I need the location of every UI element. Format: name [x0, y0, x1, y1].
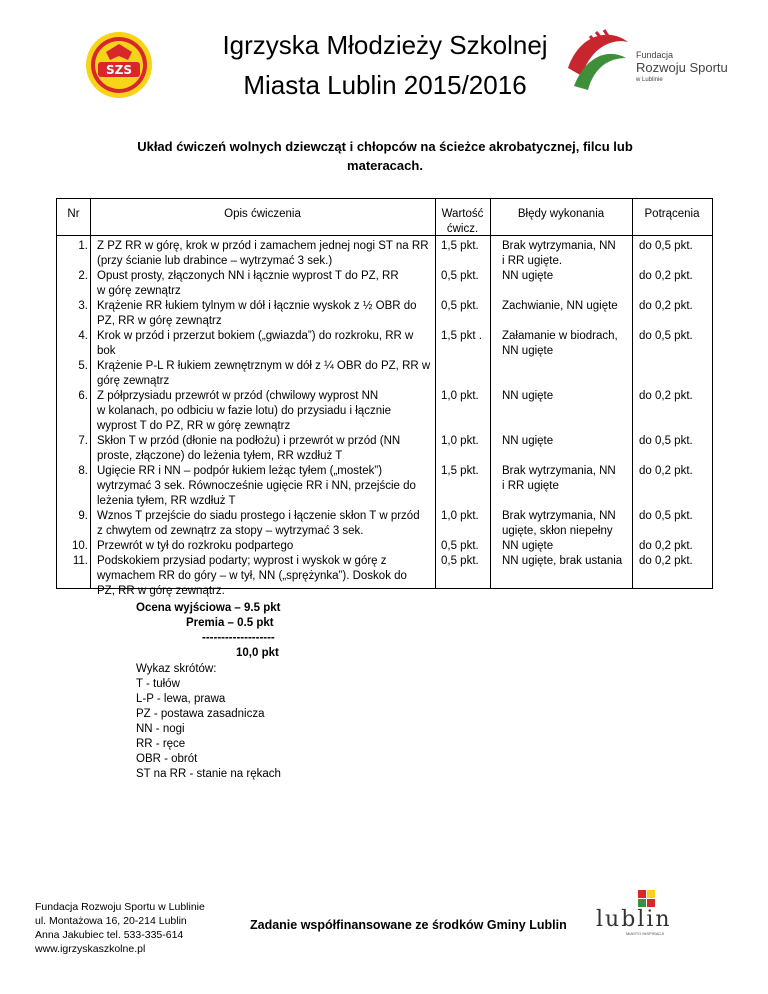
- exercise-description-line: Krok w przód i przerzut bokiem („gwiazda”) do rozkroku, RR w: [97, 330, 414, 342]
- execution-error: Brak wytrzymania, NN: [502, 465, 616, 477]
- exercise-description-line: w kolanach, po odbiciu w fazie lotu) do przysiadu i łącznie: [97, 405, 392, 417]
- exercise-value: 1,0 pkt.: [441, 390, 479, 402]
- row-number: 3.: [78, 300, 88, 312]
- exercise-description-line: Ugięcie RR i NN – podpór łukiem leżąc tyłem („mostek”): [97, 465, 383, 477]
- exercise-description-line: z chwytem od zewnątrz za stopy – wytrzymać 3 sek.: [97, 525, 364, 537]
- exercise-value: 1,5 pkt.: [441, 240, 479, 252]
- table-col-divider: [90, 199, 91, 588]
- execution-error: NN ugięte: [502, 390, 554, 402]
- header-wartosc-line-1: Wartość: [441, 208, 484, 220]
- exercise-description-line: wyprost T do PZ, RR w górę zewnątrz: [97, 420, 291, 432]
- execution-error: i RR ugięte: [502, 480, 559, 492]
- exercise-description-line: w górę zewnątrz: [97, 285, 181, 297]
- subtitle-line-2: materacach.: [347, 158, 423, 173]
- deduction: do 0,5 pkt.: [639, 510, 693, 522]
- abbreviation-item: RR - ręce: [136, 738, 186, 750]
- exercise-value: 0,5 pkt.: [441, 270, 479, 282]
- lublin-logo-text: lublin: [596, 907, 672, 932]
- exercise-description-line: Krążenie P-L R łukiem zewnętrznym w dół z ¼ OBR do PZ, RR w: [97, 360, 431, 372]
- header-wartosc-line-2: ćwicz.: [446, 223, 479, 235]
- execution-error: NN ugięte: [502, 345, 554, 357]
- exercise-description-line: wymachem RR do góry – w tył, NN („sprężynka”). Doskok do: [97, 570, 407, 582]
- exercise-description-line: Z półprzysiadu przewrót w przód (chwilowy wyprost NN: [97, 390, 379, 402]
- exercise-description-line: Opust prosty, złączonych NN i łącznie wyprost T do PZ, RR: [97, 270, 399, 282]
- row-number: 10.: [72, 540, 88, 552]
- exercise-description-line: PZ, RR w górę zewnątrz: [97, 315, 222, 327]
- row-number: 1.: [78, 240, 88, 252]
- abbreviation-item: OBR - obrót: [136, 753, 198, 765]
- exercise-description-line: Z PZ RR w górę, krok w przód i zamachem jednej nogi ST na RR: [97, 240, 429, 252]
- table-col-divider: [435, 199, 436, 588]
- deduction: do 0,5 pkt.: [639, 330, 693, 342]
- execution-error: NN ugięte: [502, 270, 554, 282]
- execution-error: Brak wytrzymania, NN: [502, 240, 616, 252]
- abbreviations-heading: Wykaz skrótów:: [136, 663, 217, 675]
- fundacja-logo-line-1: Fundacja: [636, 50, 674, 60]
- deduction: do 0,2 pkt.: [639, 465, 693, 477]
- exercise-value: 1,0 pkt.: [441, 435, 479, 447]
- lublin-logo-subtext: MIASTO INSPIRACJI: [626, 931, 665, 936]
- exercise-description-line: PZ, RR w górę zewnątrz.: [97, 585, 225, 597]
- row-number: 2.: [78, 270, 88, 282]
- subtitle-line-1: Układ ćwiczeń wolnych dziewcząt i chłopców na ścieżce akrobatycznej, filcu lub: [137, 139, 633, 154]
- exercise-value: 0,5 pkt.: [441, 555, 479, 567]
- row-number: 11.: [72, 555, 88, 567]
- execution-error: i RR ugięte.: [502, 255, 563, 267]
- exercise-description-line: leżenia tyłem, RR wzdłuż T: [97, 495, 236, 507]
- fundacja-logo-line-2: Rozwoju Sportu: [636, 60, 728, 75]
- deduction: do 0,2 pkt.: [639, 390, 693, 402]
- exercise-table: [56, 198, 713, 597]
- footer-address-line: Fundacja Rozwoju Sportu w Lublinie: [35, 901, 205, 913]
- exercise-value: 0,5 pkt.: [441, 300, 479, 312]
- execution-error: Brak wytrzymania, NN: [502, 510, 616, 522]
- lublin-logo: [568, 888, 678, 938]
- deduction: do 0,2 pkt.: [639, 555, 693, 567]
- exercise-value: 1,5 pkt .: [441, 330, 482, 342]
- exercise-description-line: Krążenie RR łukiem tylnym w dół i łącznie wyskok z ½ OBR do: [97, 300, 417, 312]
- row-number: 7.: [78, 435, 88, 447]
- exercise-value: 1,5 pkt.: [441, 465, 479, 477]
- deduction: do 0,2 pkt.: [639, 270, 693, 282]
- row-number: 5.: [78, 360, 88, 372]
- deduction: do 0,5 pkt.: [639, 435, 693, 447]
- szs-logo-text: SZS: [106, 63, 132, 77]
- exercise-value: 0,5 pkt.: [441, 540, 479, 552]
- footer-address: [35, 900, 205, 956]
- row-number: 4.: [78, 330, 88, 342]
- abbreviation-item: T - tułów: [136, 678, 180, 690]
- document-subtitle: [110, 137, 660, 175]
- execution-error: NN ugięte: [502, 435, 554, 447]
- footer-address-line: Anna Jakubiec tel. 533-335-614: [35, 929, 184, 941]
- exercise-value: 1,0 pkt.: [441, 510, 479, 522]
- deduction: do 0,5 pkt.: [639, 240, 693, 252]
- exercise-description-line: Skłon T w przód (dłonie na podłożu) i przewrót w przód (NN: [97, 435, 401, 447]
- execution-error: Załamanie w biodrach,: [502, 330, 618, 342]
- exercise-description-line: (przy ścianie lub drabince – wytrzymać 3 sek.): [97, 255, 333, 267]
- score-base: Ocena wyjściowa – 9.5 pkt: [136, 602, 281, 614]
- row-number: 9.: [78, 510, 88, 522]
- szs-logo: [84, 30, 154, 100]
- score-bonus: Premia – 0.5 pkt: [186, 617, 274, 629]
- header-wartosc: [435, 207, 490, 237]
- exercise-description-line: Przewrót w tył do rozkroku podpartego: [97, 540, 294, 552]
- fundacja-logo-line-3: w Lublinie: [636, 77, 663, 83]
- execution-error: ugięte, skłon niepełny: [502, 525, 613, 537]
- header-nr: Nr: [67, 208, 80, 220]
- deduction: do 0,2 pkt.: [639, 540, 693, 552]
- page-title-line-2: Miasta Lublin 2015/2016: [243, 70, 527, 100]
- footer-website: www.igrzyskaszkolne.pl: [35, 943, 146, 955]
- header-bledy: Błędy wykonania: [517, 208, 605, 220]
- exercise-description-line: wytrzymać 3 sek. Równocześnie ugięcie RR i NN, przejście do: [97, 480, 416, 492]
- abbreviation-item: NN - nogi: [136, 723, 185, 735]
- row-number: 6.: [78, 390, 88, 402]
- header-potracenia: Potrącenia: [644, 208, 700, 220]
- exercise-description-line: Podskokiem przysiad podarty; wyprost i wyskok w górę z: [97, 555, 387, 567]
- abbreviation-item: ST na RR - stanie na rękach: [136, 768, 281, 780]
- row-number: 8.: [78, 465, 88, 477]
- exercise-description-line: górę zewnątrz: [97, 375, 170, 387]
- execution-error: NN ugięte: [502, 540, 554, 552]
- exercise-description-line: bok: [97, 345, 116, 357]
- table-header-divider: [57, 235, 712, 236]
- score-separator: -------------------: [202, 632, 275, 644]
- deduction: do 0,2 pkt.: [639, 300, 693, 312]
- score-total: 10,0 pkt: [236, 647, 279, 659]
- abbreviation-item: PZ - postawa zasadnicza: [136, 708, 265, 720]
- footer-cofinancing-note: Zadanie współfinansowane ze środków Gminy Lublin: [250, 918, 567, 932]
- exercise-description-line: Wznos T przejście do siadu prostego i łączenie skłon T w przód: [97, 510, 420, 522]
- abbreviations-list: [136, 677, 281, 782]
- exercise-description-line: proste, złączone) do leżenia tyłem, RR wzdłuż T: [97, 450, 343, 462]
- execution-error: NN ugięte, brak ustania: [502, 555, 623, 567]
- execution-error: Zachwianie, NN ugięte: [502, 300, 618, 312]
- abbreviation-item: L-P - lewa, prawa: [136, 693, 226, 705]
- table-col-divider: [632, 199, 633, 588]
- fundacja-logo: [560, 28, 728, 96]
- header-opis: Opis ćwiczenia: [224, 208, 301, 220]
- page-title-line-1: Igrzyska Młodzieży Szkolnej: [222, 30, 548, 60]
- footer-address-line: ul. Montażowa 16, 20-214 Lublin: [35, 915, 187, 927]
